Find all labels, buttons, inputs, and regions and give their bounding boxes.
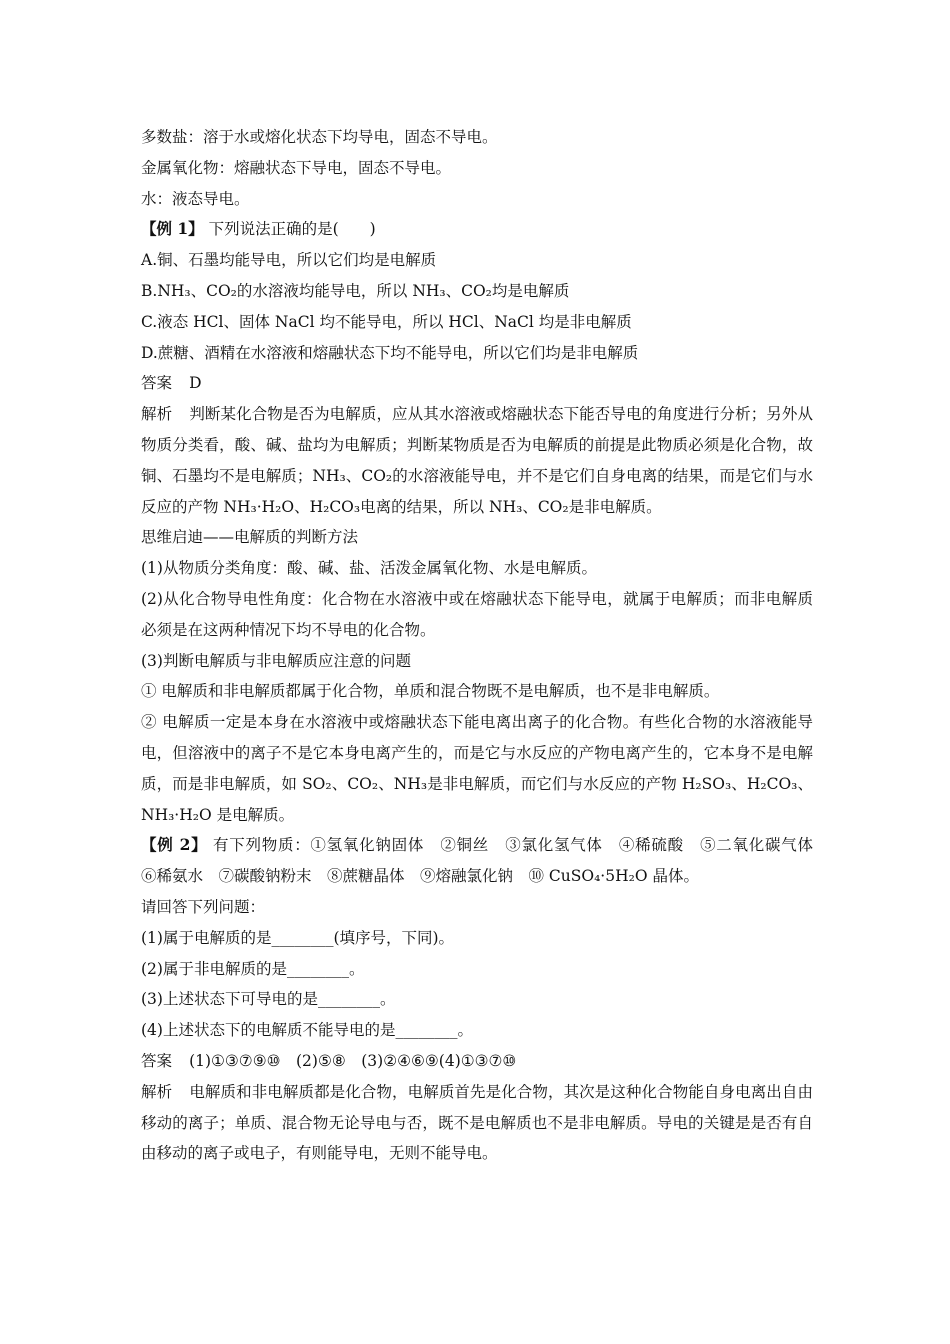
example-1-question: [141, 214, 813, 245]
text-line: (3)判断电解质与非电解质应注意的问题: [141, 651, 411, 670]
sub-question: (4)上述状态下的电解质不能导电的是________。: [141, 1021, 473, 1040]
text-line: 金属氧化物：熔融状态下导电，固态不导电。: [141, 158, 452, 177]
text-line: ① 电解质和非电解质都属于化合物，单质和混合物既不是电解质，也不是非电解质。: [141, 682, 720, 701]
answer-value: D: [189, 374, 202, 393]
answer-line: [141, 1046, 813, 1077]
option-c: C.液态 HCl、固体 NaCl 均不能导电，所以 HCl、NaCl 均是非电解质: [141, 312, 632, 331]
question-text: 下列说法正确的是( ): [203, 220, 376, 239]
text-line: 水：液态导电。: [141, 189, 250, 208]
example-label: 【例 2】: [141, 835, 208, 855]
example-2-question: [141, 830, 829, 892]
analysis-paragraph: [141, 1077, 813, 1169]
section-heading: 思维启迪——电解质的判断方法: [141, 528, 359, 547]
answer-value: (1)①③⑦⑨⑩ (2)⑤⑧ (3)②④⑥⑨(4)①③⑦⑩: [189, 1051, 517, 1070]
answer-line: [141, 368, 813, 399]
sub-question: (2)属于非电解质的是________。: [141, 959, 365, 978]
answer-label: 答案: [141, 1051, 173, 1070]
text-line: 请回答下列问题：: [141, 897, 266, 916]
analysis-label: 解析: [141, 405, 173, 424]
analysis-paragraph: [141, 399, 813, 522]
sub-question: (3)上述状态下可导电的是________。: [141, 990, 396, 1009]
document-content: [141, 122, 829, 1169]
text-line: 多数盐：溶于水或熔化状态下均导电，固态不导电。: [141, 128, 498, 146]
option-b: B.NH₃、CO₂的水溶液均能导电，所以 NH₃、CO₂均是电解质: [141, 281, 570, 300]
analysis-text: 电解质和非电解质都是化合物，电解质首先是化合物，其次是这种化合物能自身电离出自由移动的离子；单质、混合物无论导电与否，既不是电解质也不是非电解质。导电的关键是是否有自由移动的离子或电子，有则能导电，无则不能导电。: [141, 1082, 813, 1163]
example-label: 【例 1】: [141, 219, 204, 239]
text-paragraph: ② 电解质一定是本身在水溶液中或熔融状态下能电离出离子的化合物。有些化合物的水溶液能导电，但溶液中的离子不是它本身电离产生的，而是它与水反应的产物电离产生的，它本身不是电解质，而是非电解质，如 SO₂、CO₂、NH₃是非电解质，而它们与水反应的产物 H₂SO₃、H₂CO₃、NH₃·H₂O 是电解质。: [141, 713, 813, 824]
text-line: (1)从物质分类角度：酸、碱、盐、活泼金属氧化物、水是电解质。: [141, 559, 597, 578]
question-text: 有下列物质：①氢氧化钠固体 ②铜丝 ③氯化氢气体 ④稀硫酸 ⑤二氧化碳气体 ⑥稀氨水 ⑦碳酸钠粉末 ⑧蔗糖晶体 ⑨熔融氯化钠 ⑩ CuSO₄·5H₂O 晶体。: [141, 836, 829, 886]
sub-question: (1)属于电解质的是________(填序号，下同)。: [141, 928, 455, 947]
answer-label: 答案: [141, 374, 173, 393]
text-paragraph: (2)从化合物导电性角度：化合物在水溶液中或在熔融状态下能导电，就属于电解质；而非电解质必须是在这两种情况下均不导电的化合物。: [141, 589, 813, 639]
analysis-text: 判断某化合物是否为电解质，应从其水溶液或熔融状态下能否导电的角度进行分析；另外从物质分类看，酸、碱、盐均为电解质；判断某物质是否为电解质的前提是此物质必须是化合物，故铜、石墨均不是电解质；NH₃、CO₂的水溶液能导电，并不是它们自身电离的结果，而是它们与水反应的产物 NH₃·H₂O、H₂CO₃电离的结果，所以 NH₃、CO₂是非电解质。: [141, 405, 813, 516]
option-d: D.蔗糖、酒精在水溶液和熔融状态下均不能导电，所以它们均是非电解质: [141, 343, 639, 362]
option-a: A.铜、石墨均能导电，所以它们均是电解质: [141, 251, 437, 270]
analysis-label: 解析: [141, 1082, 173, 1101]
